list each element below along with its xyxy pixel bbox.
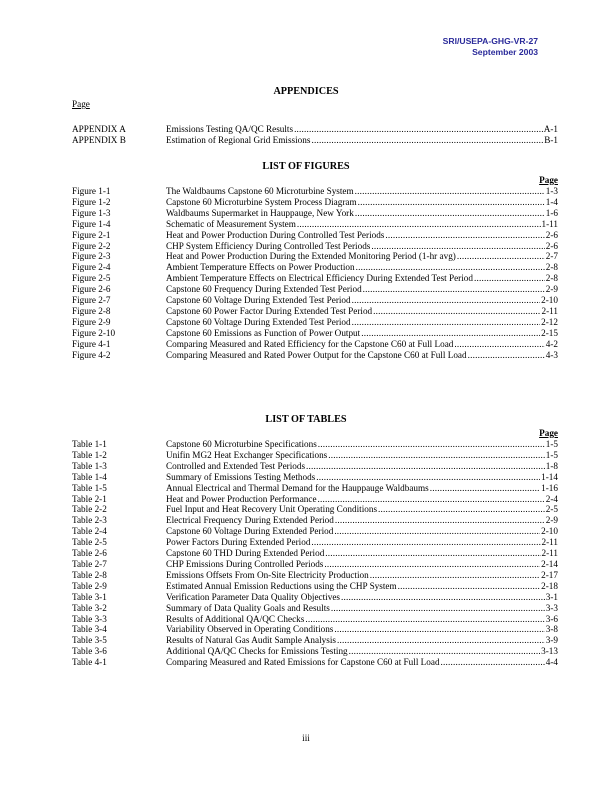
- entry-label: Table 2-7: [72, 558, 107, 569]
- entry-title: Capstone 60 THD During Extended Period: [166, 548, 325, 559]
- entry-page: 4-3: [545, 349, 558, 360]
- appendices-heading: APPENDICES: [273, 86, 339, 97]
- table-entry[interactable]: [72, 537, 558, 548]
- dot-leader: [457, 251, 545, 262]
- dot-leader: [311, 537, 540, 548]
- entry-title: Waldbaums Supermarket in Hauppauge, New York: [166, 207, 354, 218]
- dot-leader: [294, 124, 543, 135]
- entry-title: Results of Natural Gas Audit Sample Analysis: [166, 635, 336, 646]
- entry-title: Controlled and Extended Test Periods: [166, 460, 306, 471]
- entry-label: Table 4-1: [72, 657, 107, 668]
- table-entry[interactable]: [72, 635, 558, 646]
- entry-label: Table 2-9: [72, 580, 107, 591]
- table-entry[interactable]: [72, 504, 558, 515]
- table-entry[interactable]: [72, 592, 558, 603]
- figure-entry[interactable]: [72, 251, 558, 262]
- dot-leader: [352, 317, 541, 328]
- table-entry[interactable]: [72, 614, 558, 625]
- entry-page: 1-5: [545, 439, 558, 449]
- entry-title: Summary of Emissions Testing Methods: [166, 471, 316, 482]
- dot-leader: [335, 515, 545, 526]
- figure-entry[interactable]: [72, 284, 558, 295]
- dot-leader: [331, 603, 545, 614]
- figure-entry[interactable]: [72, 262, 558, 273]
- entry-title: Comparing Measured and Rated Power Output for the Capstone C60 at Full Load: [166, 349, 467, 360]
- table-entry[interactable]: [72, 570, 558, 581]
- entry-page: 1-16: [541, 482, 558, 493]
- dot-leader: [430, 483, 540, 494]
- entry-page: 2-6: [545, 240, 558, 251]
- entry-label: APPENDIX B: [72, 135, 126, 146]
- entry-label: Table 2-6: [72, 548, 107, 559]
- table-entry[interactable]: [72, 581, 558, 592]
- entry-label: Table 2-2: [72, 504, 107, 515]
- entry-page: 2-5: [545, 504, 558, 515]
- dot-leader: [352, 295, 541, 306]
- entry-title: Emissions Testing QA/QC Results: [166, 124, 294, 134]
- figure-entry[interactable]: [72, 317, 558, 328]
- entry-page: 3-6: [545, 613, 558, 624]
- entry-label: Table 1-3: [72, 460, 107, 471]
- entry-title: Capstone 60 Power Factor During Extended Test Period: [166, 305, 373, 316]
- dot-leader: [363, 284, 545, 295]
- entry-label: Figure 2-3: [72, 251, 111, 262]
- dot-leader: [474, 273, 545, 284]
- entry-page: 1-14: [541, 471, 558, 482]
- dot-leader: [337, 635, 545, 646]
- entry-label: Table 3-3: [72, 613, 107, 624]
- entry-label: Figure 2-4: [72, 262, 111, 273]
- entry-page: 1-3: [545, 186, 558, 196]
- dot-leader: [378, 504, 545, 515]
- entry-page: 2-12: [541, 316, 558, 327]
- entry-title: Capstone 60 Voltage During Extended Period: [166, 526, 334, 537]
- dot-leader: [441, 657, 545, 668]
- entry-label: Table 3-6: [72, 646, 107, 657]
- entry-page: 2-8: [545, 262, 558, 273]
- entry-title: Unifin MG2 Heat Exchanger Specifications: [166, 449, 328, 460]
- dot-leader: [318, 494, 545, 505]
- entry-title: Estimation of Regional Grid Emissions: [166, 135, 311, 146]
- table-entry[interactable]: [72, 548, 558, 559]
- entry-page: 2-9: [545, 515, 558, 526]
- dot-leader: [370, 570, 540, 581]
- dot-leader: [454, 339, 544, 350]
- entry-page: 2-18: [541, 580, 558, 591]
- appendix-entry[interactable]: [72, 135, 558, 146]
- report-date: September 2003: [472, 46, 538, 57]
- dot-leader: [328, 450, 545, 461]
- dot-leader: [311, 135, 543, 146]
- dot-leader: [373, 306, 540, 317]
- dot-leader: [355, 208, 545, 219]
- entry-title: Comparing Measured and Rated Emissions for Capstone C60 at Full Load: [166, 657, 440, 668]
- entry-label: APPENDIX A: [72, 124, 126, 134]
- entry-title: Capstone 60 Frequency During Extended Test Period: [166, 284, 362, 295]
- figure-entry[interactable]: [72, 306, 558, 317]
- entry-page: 2-15: [541, 327, 558, 338]
- figures-list: [72, 186, 558, 361]
- entry-title: Emissions Offsets From On-Site Electricity Production: [166, 569, 369, 580]
- dot-leader: [324, 559, 540, 570]
- appendices-page-label: Page: [72, 99, 90, 109]
- dot-leader: [316, 472, 540, 483]
- entry-title: Heat and Power Production During the Extended Monitoring Period (1-hr avg): [166, 251, 456, 262]
- table-entry[interactable]: [72, 515, 558, 526]
- entry-title: Results of Additional QA/QC Checks: [166, 613, 305, 624]
- entry-page: 1-4: [545, 196, 558, 207]
- figure-entry[interactable]: [72, 186, 558, 197]
- entry-label: Table 1-2: [72, 449, 107, 460]
- entry-page: 2-6: [545, 229, 558, 240]
- entry-label: Table 1-5: [72, 482, 107, 493]
- dot-leader: [305, 614, 544, 625]
- dot-leader: [361, 328, 540, 339]
- entry-page: 3-1: [545, 591, 558, 602]
- entry-label: Figure 1-1: [72, 186, 111, 196]
- entry-page: 3-9: [545, 635, 558, 646]
- entry-page: B-1: [544, 135, 558, 146]
- appendices-list: [72, 124, 558, 146]
- running-header: [443, 36, 538, 57]
- entry-label: Figure 4-2: [72, 349, 111, 360]
- figure-entry[interactable]: [72, 273, 558, 284]
- entry-label: Figure 4-1: [72, 338, 111, 349]
- entry-title: CHP Emissions During Controlled Periods: [166, 558, 324, 569]
- entry-page: 2-9: [545, 284, 558, 295]
- entry-page: 3-8: [545, 624, 558, 635]
- entry-label: Table 2-4: [72, 526, 107, 537]
- table-entry[interactable]: [72, 494, 558, 505]
- tables-heading: LIST OF TABLES: [265, 414, 347, 425]
- entry-page: 2-8: [545, 273, 558, 284]
- entry-page: 1-11: [541, 218, 558, 229]
- entry-title: The Waldbaums Capstone 60 Microturbine System: [166, 186, 354, 196]
- table-entry[interactable]: [72, 526, 558, 537]
- entry-title: Capstone 60 Microturbine Specifications: [166, 439, 317, 449]
- entry-title: Comparing Measured and Rated Efficiency for the Capstone C60 at Full Load: [166, 338, 454, 349]
- entry-title: Additional QA/QC Checks for Emissions Testing: [166, 646, 348, 657]
- entry-label: Figure 2-1: [72, 229, 111, 240]
- entry-title: Verification Parameter Data Quality Objectives: [166, 591, 340, 602]
- table-entry[interactable]: [72, 461, 558, 472]
- entry-title: Capstone 60 Microturbine System Process Diagram: [166, 196, 357, 207]
- figure-entry[interactable]: [72, 328, 558, 339]
- figure-entry[interactable]: [72, 219, 558, 230]
- page-number: iii: [302, 733, 310, 743]
- entry-page: 3-3: [545, 602, 558, 613]
- table-entry[interactable]: [72, 483, 558, 494]
- table-entry[interactable]: [72, 472, 558, 483]
- entry-label: Table 2-5: [72, 537, 107, 548]
- entry-title: Variability Observed in Operating Conditions: [166, 624, 334, 635]
- figure-entry[interactable]: [72, 350, 558, 361]
- tables-page-label: Page: [539, 428, 558, 438]
- table-entry[interactable]: [72, 624, 558, 635]
- entry-page: 1-8: [545, 460, 558, 471]
- entry-title: Capstone 60 Voltage During Extended Test Period: [166, 295, 351, 306]
- entry-label: Figure 2-7: [72, 295, 111, 306]
- entry-page: 2-7: [545, 251, 558, 262]
- appendix-entry[interactable]: [72, 124, 558, 135]
- dot-leader: [398, 581, 541, 592]
- entry-page: 2-17: [541, 569, 558, 580]
- entry-label: Table 2-1: [72, 493, 107, 504]
- table-entry[interactable]: [72, 450, 558, 461]
- entry-title: CHP System Efficiency During Controlled Test Periods: [166, 240, 371, 251]
- table-entry[interactable]: [72, 657, 558, 668]
- entry-label: Table 2-8: [72, 569, 107, 580]
- entry-page: 2-10: [541, 295, 558, 306]
- entry-page: 2-4: [545, 493, 558, 504]
- entry-title: Annual Electrical and Thermal Demand for the Hauppauge Waldbaums: [166, 482, 429, 493]
- figure-entry[interactable]: [72, 339, 558, 350]
- dot-leader: [341, 592, 545, 603]
- entry-page: 2-14: [541, 558, 558, 569]
- table-entry[interactable]: [72, 559, 558, 570]
- entry-title: Heat and Power Production During Controlled Test Periods: [166, 229, 385, 240]
- entry-title: Capstone 60 Voltage During Extended Test Period: [166, 316, 351, 327]
- entry-title: Ambient Temperature Effects on Electrical Efficiency During Extended Test Period: [166, 273, 473, 284]
- figure-entry[interactable]: [72, 197, 558, 208]
- entry-label: Table 1-1: [72, 439, 107, 449]
- dot-leader: [385, 230, 544, 241]
- dot-leader: [334, 624, 544, 635]
- entry-page: 2-11: [541, 305, 558, 316]
- entry-title: Fuel Input and Heat Recovery Unit Operating Conditions: [166, 504, 378, 515]
- dot-leader: [297, 219, 541, 230]
- dot-leader: [334, 526, 540, 537]
- dot-leader: [371, 241, 544, 252]
- entry-page: 1-5: [545, 449, 558, 460]
- entry-title: Heat and Power Production Performance: [166, 493, 317, 504]
- entry-title: Schematic of Measurement System: [166, 218, 296, 229]
- entry-label: Table 3-4: [72, 624, 107, 635]
- dot-leader: [356, 262, 545, 273]
- entry-title: Estimated Annual Emission Reductions using the CHP System: [166, 580, 397, 591]
- entry-label: Table 1-4: [72, 471, 107, 482]
- table-entry[interactable]: [72, 439, 558, 450]
- dot-leader: [318, 439, 545, 450]
- entry-page: 1-6: [545, 207, 558, 218]
- entry-label: Figure 1-4: [72, 218, 111, 229]
- entry-page: 2-11: [541, 548, 558, 559]
- entry-title: Electrical Frequency During Extended Period: [166, 515, 334, 526]
- dot-leader: [468, 350, 545, 361]
- dot-leader: [306, 461, 545, 472]
- figure-entry[interactable]: [72, 208, 558, 219]
- table-entry[interactable]: [72, 603, 558, 614]
- entry-label: Table 3-5: [72, 635, 107, 646]
- figures-page-label: Page: [539, 175, 558, 185]
- entry-label: Figure 2-6: [72, 284, 111, 295]
- entry-page: A-1: [543, 124, 558, 134]
- entry-label: Figure 2-2: [72, 240, 111, 251]
- table-entry[interactable]: [72, 646, 558, 657]
- entry-page: 3-13: [541, 646, 558, 657]
- entry-page: 2-10: [541, 526, 558, 537]
- entry-label: Figure 2-10: [72, 327, 116, 338]
- entry-label: Figure 2-5: [72, 273, 111, 284]
- dot-leader: [325, 548, 540, 559]
- entry-label: Table 2-3: [72, 515, 107, 526]
- figures-heading: LIST OF FIGURES: [262, 161, 350, 172]
- entry-title: Ambient Temperature Effects on Power Production: [166, 262, 355, 273]
- figure-entry[interactable]: [72, 295, 558, 306]
- entry-label: Table 3-2: [72, 602, 107, 613]
- entry-page: 4-2: [545, 338, 558, 349]
- figure-entry[interactable]: [72, 230, 558, 241]
- report-id: SRI/USEPA-GHG-VR-27: [442, 36, 538, 46]
- dot-leader: [349, 646, 541, 657]
- dot-leader: [355, 186, 545, 197]
- entry-title: Summary of Data Quality Goals and Results: [166, 602, 330, 613]
- figure-entry[interactable]: [72, 241, 558, 252]
- entry-label: Figure 1-3: [72, 207, 111, 218]
- dot-leader: [358, 197, 545, 208]
- entry-label: Figure 1-2: [72, 196, 111, 207]
- entry-title: Capstone 60 Emissions as Function of Power Output: [166, 327, 361, 338]
- entry-label: Figure 2-9: [72, 316, 111, 327]
- entry-page: 4-4: [545, 657, 558, 668]
- tables-list: [72, 439, 558, 668]
- entry-page: 2-11: [541, 537, 558, 548]
- entry-label: Figure 2-8: [72, 305, 111, 316]
- entry-title: Power Factors During Extended Period: [166, 537, 311, 548]
- entry-label: Table 3-1: [72, 591, 107, 602]
